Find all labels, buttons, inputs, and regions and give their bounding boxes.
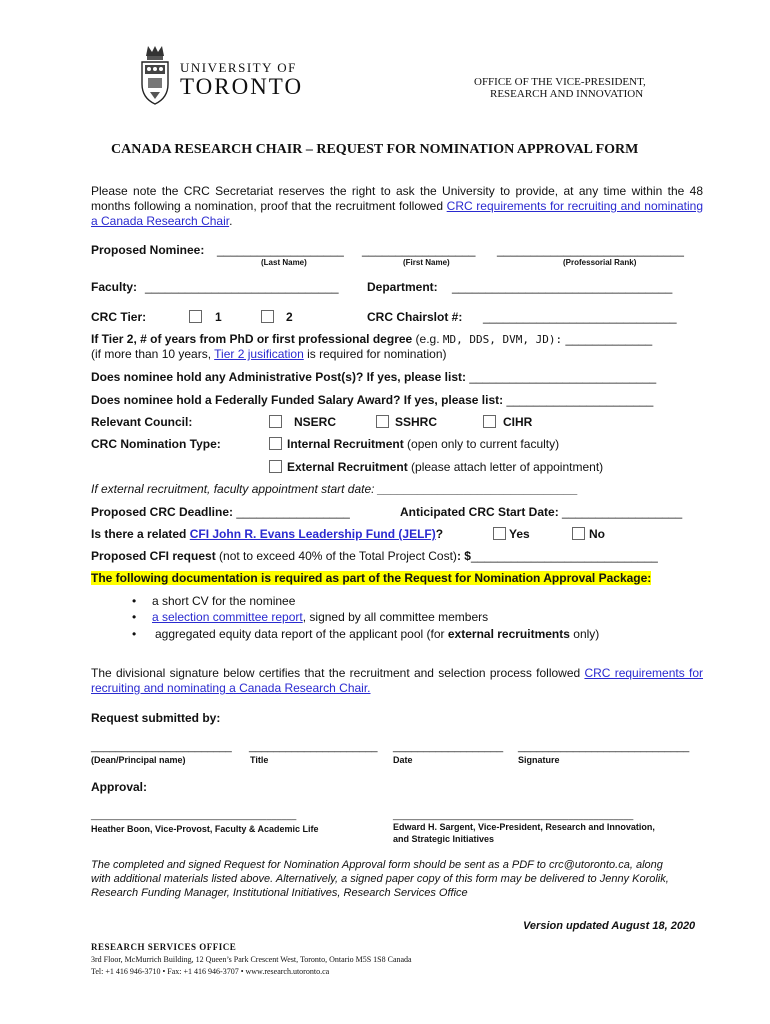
- external-recruitment-label: External Recruitment (please attach letter of appointment): [287, 460, 604, 474]
- chairslot-label: CRC Chairslot #:: [367, 310, 463, 324]
- nomination-type-label: CRC Nomination Type:: [91, 437, 221, 451]
- version-note: Version updated August 18, 2020: [523, 920, 696, 932]
- tier2-justification-link[interactable]: Tier 2 jusification: [214, 347, 304, 361]
- selection-committee-report-link[interactable]: a selection committee report: [152, 610, 303, 624]
- jelf-yes-checkbox[interactable]: [493, 526, 506, 544]
- bullet-1: •: [132, 594, 137, 608]
- salary-award-field[interactable]: ______________________: [503, 393, 654, 407]
- jelf-no-checkbox[interactable]: [572, 526, 585, 544]
- external-recruitment-checkbox[interactable]: [269, 459, 282, 477]
- bullet-3: •: [132, 627, 137, 641]
- approval-label: Approval:: [91, 780, 148, 794]
- tier2-label: 2: [286, 310, 293, 324]
- council-label: Relevant Council:: [91, 415, 193, 429]
- cihr-checkbox[interactable]: [483, 414, 496, 432]
- nominee-label: Proposed Nominee:: [91, 243, 205, 257]
- date-field[interactable]: __________________: [393, 741, 504, 753]
- closing-line-1: The completed and signed Request for Nomination Approval form should be sent as a PDF to crc@utoronto.ca, along: [91, 859, 663, 871]
- deadline-field[interactable]: _________________: [233, 505, 350, 519]
- intro-paragraph: Please note the CRC Secretariat reserves the right to ask the University to provide, at any time within the 48 months following a nomination, proof that the recruitment followed CRC requirements for recruiting and nominating a Canada Research Chair.: [91, 184, 703, 228]
- nserc-checkbox[interactable]: [269, 414, 282, 432]
- nominee-rank-field[interactable]: ____________________________: [497, 243, 684, 257]
- tier2-years-row: If Tier 2, # of years from PhD or first professional degree (e.g. MD, DDS, DVM, JD): _____________: [91, 332, 653, 346]
- internal-recruitment-checkbox[interactable]: [269, 436, 282, 454]
- crc-requirements-link[interactable]: CRC requirements for recruiting and nominating a Canada Research Chair: [91, 199, 703, 228]
- tier1-label: 1: [215, 310, 222, 324]
- vice-provost-signature-field[interactable]: _________________________________________: [91, 810, 297, 820]
- university-crest-icon: [138, 44, 172, 106]
- cfi-request-row: Proposed CFI request (not to exceed 40% of the Total Project Cost): $____________________________: [91, 549, 658, 563]
- external-start-row: If external recruitment, faculty appointment start date: ______________________________: [91, 482, 579, 496]
- tier2-years-field[interactable]: _____________: [562, 332, 653, 346]
- anticipated-field[interactable]: __________________: [558, 505, 683, 519]
- sshrc-label: SSHRC: [395, 415, 438, 429]
- university-name-line2: TORONTO: [180, 74, 304, 99]
- tier2-note: (if more than 10 years, Tier 2 jusification is required for nomination): [91, 347, 447, 361]
- cfi-amount-field[interactable]: ____________________________: [470, 549, 658, 563]
- rank-caption: (Professorial Rank): [563, 258, 637, 267]
- department-field[interactable]: _________________________________: [452, 280, 673, 294]
- internal-recruitment-label: Internal Recruitment (open only to current faculty): [287, 437, 560, 451]
- date-caption: Date: [393, 755, 413, 765]
- admin-post-field[interactable]: ____________________________: [465, 370, 657, 384]
- vice-president-title: and Strategic Initiatives: [393, 834, 495, 844]
- jelf-yes-label: Yes: [509, 527, 530, 541]
- sshrc-checkbox[interactable]: [376, 414, 389, 432]
- office-line2: RESEARCH AND INNOVATION: [490, 88, 644, 100]
- admin-post-row: Does nominee hold any Administrative Post(s)? If yes, please list: ____________________________: [91, 370, 657, 384]
- external-start-field[interactable]: ______________________________: [374, 482, 579, 496]
- vice-provost-name: Heather Boon, Vice-Provost, Faculty & Academic Life: [91, 824, 319, 834]
- form-title: CANADA RESEARCH CHAIR – REQUEST FOR NOMINATION APPROVAL FORM: [111, 142, 639, 157]
- university-name-line1: UNIVERSITY OF: [180, 60, 297, 75]
- footer-office: RESEARCH SERVICES OFFICE: [91, 942, 237, 952]
- title-field[interactable]: _____________________: [249, 741, 378, 753]
- submitted-by-label: Request submitted by:: [91, 711, 221, 725]
- signature-caption: Signature: [518, 755, 560, 765]
- department-label: Department:: [367, 280, 438, 294]
- deadline-row: Proposed CRC Deadline: _________________: [91, 505, 350, 519]
- crc-requirements-link-2[interactable]: CRC requirements for recruiting and nominating a Canada Research Chair.: [91, 666, 704, 695]
- jelf-row: Is there a related CFI John R. Evans Leadership Fund (JELF)?: [91, 527, 444, 541]
- bullet-2: •: [132, 610, 137, 624]
- tier2-checkbox[interactable]: [261, 309, 274, 327]
- footer-contact: Tel: +1 416 946-3710 • Fax: +1 416 946-3707 • www.research.utoronto.ca: [91, 967, 330, 976]
- vice-president-name: Edward H. Sargent, Vice-President, Research and Innovation,: [393, 822, 655, 832]
- crc-tier-label: CRC Tier:: [91, 310, 147, 324]
- jelf-link[interactable]: CFI John R. Evans Leadership Fund (JELF): [189, 527, 436, 541]
- faculty-field[interactable]: _____________________________: [145, 280, 339, 294]
- doc-item-equity-report: aggregated equity data report of the applicant pool (for external recruitments only): [155, 627, 600, 641]
- closing-line-2: with additional materials listed above. Alternatively, a signed paper copy of this form may be delivered to Jenny Korolik,: [91, 873, 669, 885]
- doc-item-cv: a short CV for the nominee: [152, 594, 296, 608]
- jelf-no-label: No: [589, 527, 605, 541]
- office-line1: OFFICE OF THE VICE-PRESIDENT,: [474, 76, 646, 88]
- nserc-label: NSERC: [294, 415, 337, 429]
- divisional-paragraph: The divisional signature below certifies that the recruitment and selection process followed CRC requirements for recruiting and nominating a Canada Research Chair.: [91, 666, 704, 695]
- nominee-last-name-field[interactable]: ___________________: [217, 243, 344, 257]
- salary-award-row: Does nominee hold a Federally Funded Salary Award? If yes, please list: ______________________: [91, 393, 654, 407]
- title-caption: Title: [250, 755, 269, 765]
- documentation-header: The following documentation is required as part of the Request for Nomination Approval Package:: [91, 571, 652, 585]
- footer-address: 3rd Floor, McMurrich Building, 12 Queen’s Park Crescent West, Toronto, Ontario M5S 1S8 Canada: [91, 955, 412, 964]
- chairslot-field[interactable]: _____________________________: [483, 310, 677, 324]
- faculty-label: Faculty:: [91, 280, 138, 294]
- nominee-first-name-field[interactable]: _________________: [362, 243, 476, 257]
- closing-line-3: Research Funding Manager, Institutional Initiatives, Research Services Office: [91, 887, 468, 899]
- dean-caption: (Dean/Principal name): [91, 755, 186, 765]
- first-name-caption: (First Name): [403, 258, 450, 267]
- last-name-caption: (Last Name): [261, 258, 307, 267]
- dean-name-field[interactable]: _______________________: [91, 741, 232, 753]
- anticipated-row: Anticipated CRC Start Date: __________________: [400, 505, 683, 519]
- vice-president-signature-field[interactable]: ________________________________________________: [393, 810, 634, 820]
- cihr-label: CIHR: [503, 415, 533, 429]
- signature-field[interactable]: ____________________________: [518, 741, 690, 753]
- doc-item-committee-report: a selection committee report, signed by all committee members: [152, 610, 489, 624]
- tier1-checkbox[interactable]: [189, 309, 202, 327]
